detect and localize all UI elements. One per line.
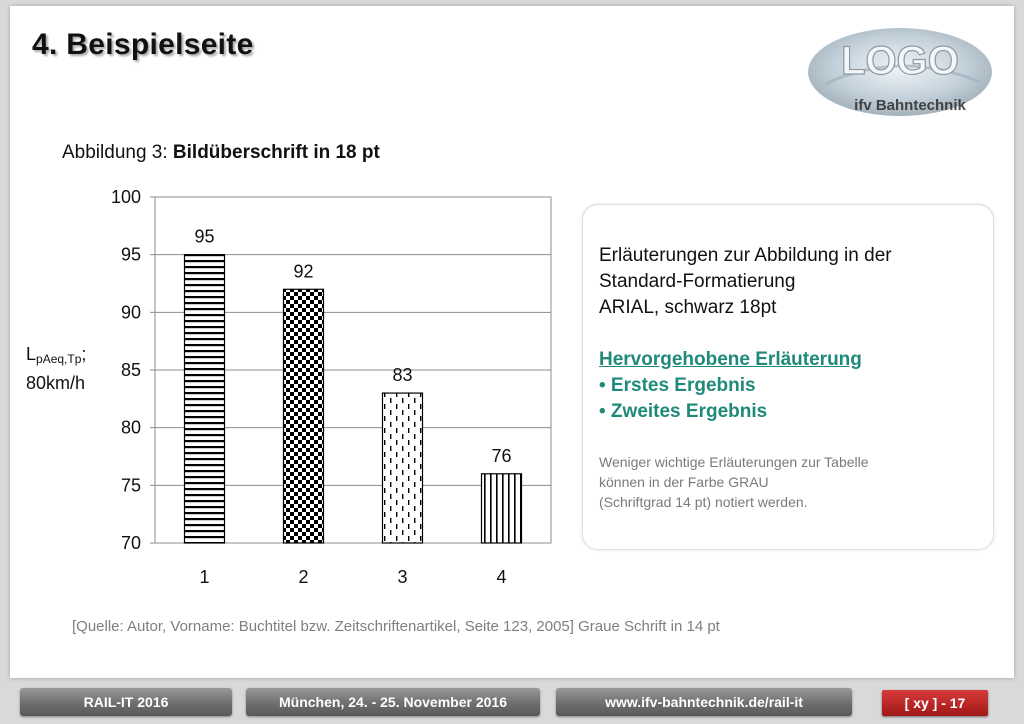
page-number-badge: [ xy ] - 17	[882, 690, 988, 716]
x-tick-label: 4	[496, 567, 507, 587]
footer-event: RAIL-IT 2016	[20, 688, 232, 716]
y-axis-label-line2: 80km/h	[26, 373, 86, 393]
y-axis-label-suffix: ;	[81, 344, 87, 364]
footer-url-link[interactable]: www.ifv-bahntechnik.de/rail-it	[556, 688, 852, 716]
x-tick-label: 2	[298, 567, 309, 587]
caption-bold: Bildüberschrift in 18 pt	[172, 142, 380, 163]
bar	[383, 393, 423, 543]
explanation-line: Standard-Formatierung	[599, 271, 796, 292]
explanation-box	[582, 204, 994, 550]
footer-date: München, 24. - 25. November 2016	[246, 688, 540, 716]
y-axis-label-main: L	[26, 344, 37, 364]
bar	[284, 289, 324, 543]
y-tick-label: 85	[120, 360, 141, 380]
x-tick-label: 3	[397, 567, 408, 587]
slide	[10, 6, 1014, 678]
y-tick-label: 70	[120, 533, 141, 553]
result-bullet: • Erstes Ergebnis	[599, 375, 756, 396]
explanation-main	[599, 243, 989, 321]
y-tick-label: 90	[120, 302, 141, 323]
explanation-minor	[599, 452, 869, 512]
logo-subtext: ifv Bahntechnik	[854, 97, 966, 114]
minor-line: (Schriftgrad 14 pt) notiert werden.	[599, 494, 808, 510]
result-bullet: • Zweites Ergebnis	[599, 401, 768, 422]
minor-line: Weniger wichtige Erläuterungen zur Tabelle	[599, 454, 869, 470]
minor-line: können in der Farbe GRAU	[599, 474, 769, 490]
x-tick-label: 1	[199, 567, 210, 587]
slide-title: 4. Beispielseite	[32, 28, 254, 61]
source-citation: [Quelle: Autor, Vorname: Buchtitel bzw. Zeitschriftenartikel, Seite 123, 2005] Graue Schrift in 14 pt	[72, 618, 720, 635]
logo	[805, 24, 995, 120]
y-tick-label: 100	[110, 187, 141, 207]
bar	[185, 255, 225, 543]
explanation-line: Erläuterungen zur Abbildung in der	[599, 245, 892, 266]
y-axis-label-sub: pAeq,Tp	[36, 352, 82, 366]
caption-prefix: Abbildung 3:	[62, 142, 173, 163]
data-label: 95	[194, 226, 215, 247]
y-axis-label-line1	[26, 342, 116, 371]
bar	[482, 474, 522, 543]
explanation-line: ARIAL, schwarz 18pt	[599, 297, 777, 318]
figure-caption	[62, 142, 380, 164]
highlight-heading: Hervorgehobene Erläuterung	[599, 349, 862, 370]
data-label: 92	[293, 261, 314, 282]
data-label: 76	[491, 445, 512, 466]
logo-text: LOGO	[841, 39, 959, 83]
y-tick-label: 80	[120, 417, 141, 438]
explanation-highlight	[599, 347, 862, 425]
data-label: 83	[392, 365, 413, 386]
y-axis-label	[26, 342, 116, 395]
y-tick-label: 95	[120, 244, 141, 265]
y-tick-label: 75	[120, 475, 141, 496]
